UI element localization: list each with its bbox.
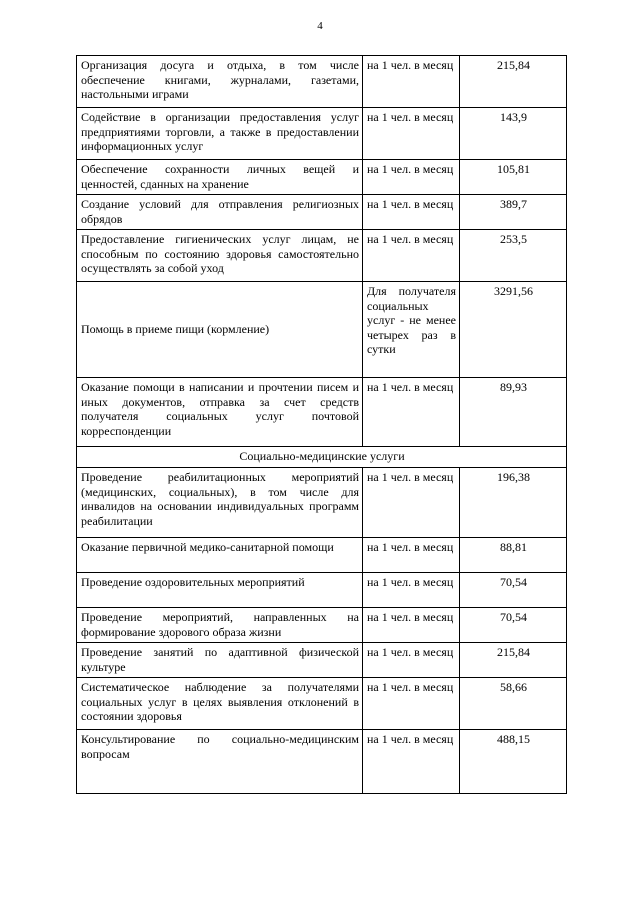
service-name: Обеспечение сохранности личных вещей и ценностей, сданных на хранение — [77, 160, 363, 195]
service-frequency: на 1 чел. в месяц — [363, 678, 460, 730]
service-name: Организация досуга и отдыха, в том числе обеспечение книгами, журналами, газетами, настольными играми — [77, 56, 363, 108]
service-cost: 215,84 — [460, 56, 567, 108]
service-frequency: на 1 чел. в месяц — [363, 108, 460, 160]
service-frequency: на 1 чел. в месяц — [363, 468, 460, 538]
service-name: Проведение реабилитационных мероприятий (медицинских, социальных), в том числе для инвалидов на основании индивидуальных программ реабилитации — [77, 468, 363, 538]
service-cost: 215,84 — [460, 643, 567, 678]
table-row — [77, 608, 567, 643]
service-frequency: на 1 чел. в месяц — [363, 573, 460, 608]
section-title: Социально-медицинские услуги — [77, 447, 567, 468]
service-name: Консультирование по социально-медицинским вопросам — [77, 730, 363, 794]
page-number: 4 — [317, 20, 323, 32]
table-row — [77, 643, 567, 678]
service-name: Помощь в приеме пищи (кормление) — [77, 282, 363, 378]
table-row — [77, 538, 567, 573]
service-name: Создание условий для отправления религиозных обрядов — [77, 195, 363, 230]
service-frequency: на 1 чел. в месяц — [363, 538, 460, 573]
service-cost: 488,15 — [460, 730, 567, 794]
service-frequency: на 1 чел. в месяц — [363, 160, 460, 195]
service-frequency: на 1 чел. в месяц — [363, 230, 460, 282]
service-cost: 89,93 — [460, 378, 567, 447]
service-cost: 58,66 — [460, 678, 567, 730]
table-row — [77, 108, 567, 160]
service-name: Предоставление гигиенических услуг лицам, не способным по состоянию здоровья самостоятельно осуществлять за собой уход — [77, 230, 363, 282]
service-frequency: на 1 чел. в месяц — [363, 56, 460, 108]
service-name: Оказание первичной медико-санитарной помощи — [77, 538, 363, 573]
table-row — [77, 160, 567, 195]
table-row — [77, 282, 567, 378]
service-frequency: на 1 чел. в месяц — [363, 195, 460, 230]
table-row — [77, 730, 567, 794]
service-cost: 70,54 — [460, 573, 567, 608]
table-row — [77, 230, 567, 282]
service-cost: 70,54 — [460, 608, 567, 643]
service-frequency: Для получателя социальных услуг - не менее четырех раз в сутки — [363, 282, 460, 378]
table-row — [77, 468, 567, 538]
service-cost: 88,81 — [460, 538, 567, 573]
service-name: Оказание помощи в написании и прочтении писем и иных документов, отправка за счет средств получателя социальных услуг почтовой корреспонденции — [77, 378, 363, 447]
table-row — [77, 378, 567, 447]
service-name: Проведение оздоровительных мероприятий — [77, 573, 363, 608]
service-cost: 105,81 — [460, 160, 567, 195]
service-name: Проведение занятий по адаптивной физической культуре — [77, 643, 363, 678]
section-row — [77, 447, 567, 468]
service-name: Содействие в организации предоставления услуг предприятиями торговли, а также в предоставлении информационных услуг — [77, 108, 363, 160]
table-row — [77, 195, 567, 230]
service-frequency: на 1 чел. в месяц — [363, 608, 460, 643]
service-frequency: на 1 чел. в месяц — [363, 643, 460, 678]
services-table — [76, 55, 567, 794]
service-cost: 389,7 — [460, 195, 567, 230]
service-name: Систематическое наблюдение за получателями социальных услуг в целях выявления отклонений в состоянии здоровья — [77, 678, 363, 730]
service-cost: 143,9 — [460, 108, 567, 160]
service-name: Проведение мероприятий, направленных на формирование здорового образа жизни — [77, 608, 363, 643]
service-frequency: на 1 чел. в месяц — [363, 378, 460, 447]
table-row — [77, 573, 567, 608]
service-cost: 253,5 — [460, 230, 567, 282]
table-row — [77, 678, 567, 730]
service-cost: 3291,56 — [460, 282, 567, 378]
service-cost: 196,38 — [460, 468, 567, 538]
service-frequency: на 1 чел. в месяц — [363, 730, 460, 794]
table-row — [77, 56, 567, 108]
